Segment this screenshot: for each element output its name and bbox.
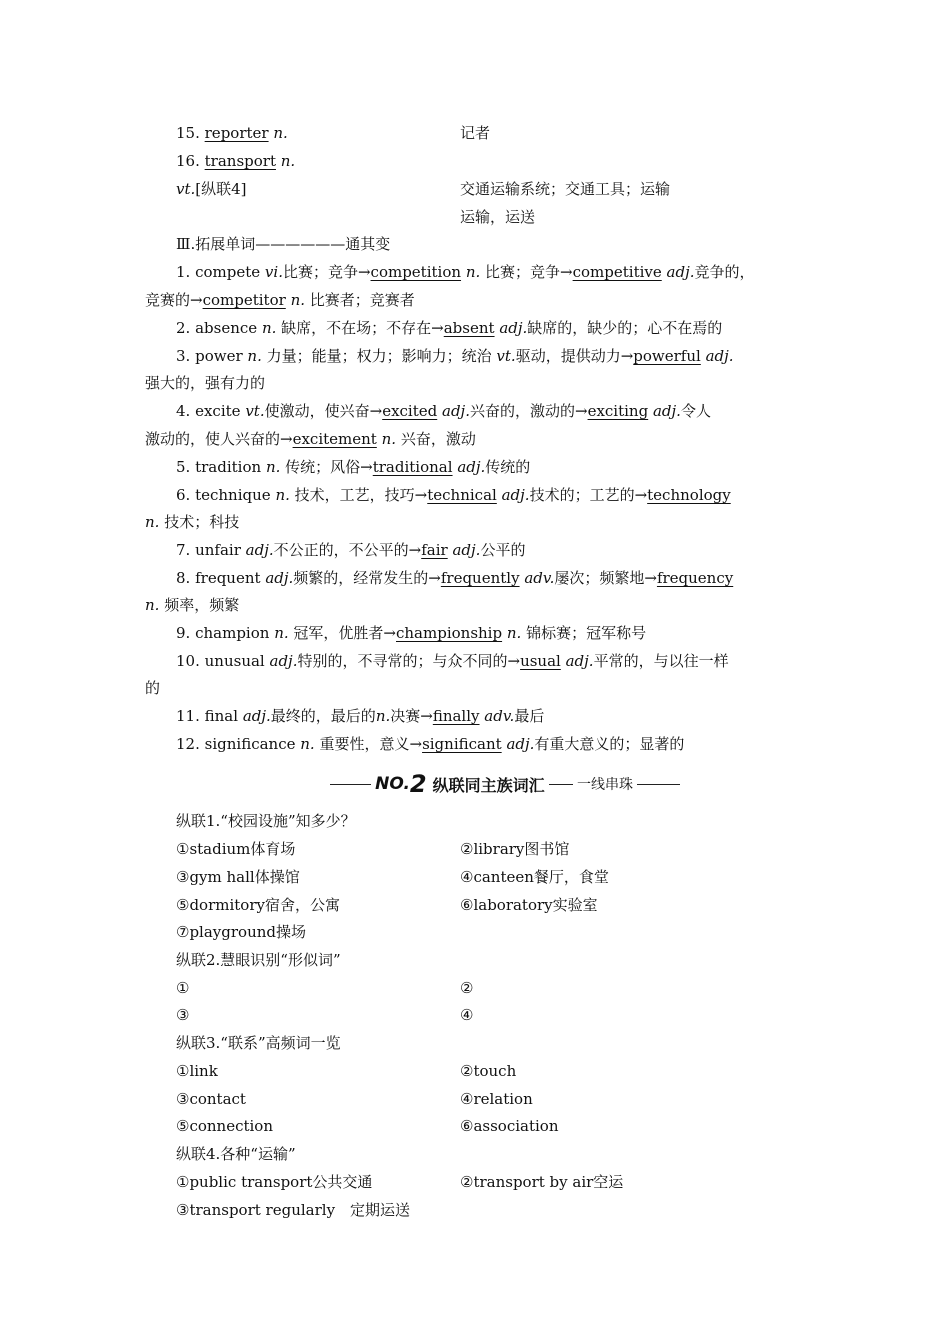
headword: technique (195, 486, 271, 504)
part-of-speech: n. (247, 347, 262, 365)
part-of-speech: n. (300, 735, 315, 753)
banner-title: 纵联同主族词汇 (432, 775, 545, 795)
answer-word: usual (520, 652, 561, 670)
item-number: 15. (176, 124, 200, 142)
ext-item-4 (176, 401, 856, 421)
part-of-speech: vi. (264, 263, 283, 281)
part-of-speech: n. (145, 596, 160, 614)
part-of-speech: adj. (269, 652, 298, 670)
ext-item-1 (176, 262, 856, 282)
part-of-speech: adj. (245, 541, 274, 559)
ext-item-10-cont: 的 (145, 679, 161, 697)
answer-word: competitive (572, 263, 662, 281)
text-fragment: 公平的 (480, 541, 526, 559)
answer-word: powerful (633, 347, 701, 365)
answer-word: competition (370, 263, 462, 281)
ext-item-7 (176, 540, 856, 560)
list-item: ⑥association (460, 1117, 559, 1135)
text-fragment: 使激动，使兴奋→ (264, 402, 383, 420)
headword: unusual (204, 652, 265, 670)
text-fragment: 频率，频繁 (164, 596, 240, 614)
part-of-speech: n. (465, 263, 481, 281)
list-item: ⑥laboratory实验室 (460, 896, 598, 914)
text-fragment: 缺席的，缺少的；心不在焉的 (527, 319, 723, 337)
part-of-speech: n. (273, 124, 288, 142)
text-fragment: 比赛；竞争→ (282, 263, 371, 281)
answer-word: technical (427, 486, 497, 504)
vocab-item-16 (176, 151, 856, 171)
ext-item-1-cont (145, 290, 825, 310)
text-fragment: 2. (176, 319, 191, 337)
headword: tradition (195, 458, 262, 476)
item-number: 16. (176, 152, 200, 170)
list-item: ④canteen餐厅，食堂 (460, 868, 609, 886)
part-of-speech: n. (145, 513, 160, 531)
answer-word: traditional (372, 458, 453, 476)
part-of-speech: n. (280, 152, 296, 170)
zonglian-2-title: 纵联2.慧眼识别“形似词” (176, 951, 341, 969)
text-fragment: 力量；能量；权力；影响力；统治 (266, 347, 492, 365)
list-item: ②touch (460, 1062, 517, 1080)
ext-item-2 (176, 318, 856, 338)
list-item: ④ (460, 1006, 474, 1024)
text-fragment: 竞争的， (694, 263, 755, 281)
text-fragment: 兴奋的，激动的→ (469, 402, 588, 420)
ext-item-9 (176, 623, 856, 643)
text-fragment: 10. (176, 652, 200, 670)
text-fragment: 有重大意义的；显著的 (534, 735, 685, 753)
answer-word: frequently (440, 569, 520, 587)
text-fragment: 5. (176, 458, 191, 476)
answer-word: championship (396, 624, 503, 642)
headword: power (195, 347, 243, 365)
list-item: ③ (176, 1006, 190, 1024)
text-fragment: 重要性，意义→ (319, 735, 423, 753)
headword: final (204, 707, 239, 725)
text-fragment: 技术，工艺，技巧→ (294, 486, 428, 504)
part-of-speech: adj. (242, 707, 271, 725)
text-fragment: 传统；风俗→ (285, 458, 373, 476)
text-fragment: 1. (176, 263, 191, 281)
list-item: ①stadium体育场 (176, 840, 296, 858)
text-fragment: 3. (176, 347, 191, 365)
ext-item-10 (176, 651, 856, 671)
text-fragment: 不公正的，不公平的→ (273, 541, 422, 559)
list-item: ③transport regularly 定期运送 (176, 1201, 411, 1219)
answer-word: finally (432, 707, 480, 725)
vocab-item-15 (176, 123, 856, 143)
headword: champion (195, 624, 270, 642)
part-of-speech: adv. (524, 569, 555, 587)
zonglian-1-title: 纵联1.“校园设施”知多少？ (176, 812, 356, 830)
ext-item-12 (176, 734, 856, 754)
text-fragment: 屡次；频繁地→ (554, 569, 657, 587)
answer-word: excitement (292, 430, 377, 448)
part-of-speech: adj. (666, 263, 695, 281)
part-of-speech: adj. (457, 458, 486, 476)
answer-word: technology (647, 486, 731, 504)
banner-no: NO. (375, 774, 410, 794)
answer-word: transport (204, 152, 276, 170)
text-fragment: 竞赛的→ (145, 291, 203, 309)
text-fragment: 驱动，提供动力→ (515, 347, 634, 365)
part-of-speech: adj. (442, 402, 470, 420)
section-title: Ⅲ.拓展单词——————通其变 (176, 235, 391, 253)
part-of-speech: adj. (452, 541, 481, 559)
banner-rule-mid (549, 784, 573, 785)
text-fragment: 激动的，使人兴奋的→ (145, 430, 293, 448)
text-fragment: 技术的；工艺的→ (529, 486, 648, 504)
text-fragment: 9. (176, 624, 191, 642)
part-of-speech: vt. (245, 402, 265, 420)
list-item: ② (460, 979, 474, 997)
part-of-speech: vt. (496, 347, 516, 365)
ext-item-8-cont (145, 595, 825, 615)
list-item: ③contact (176, 1090, 246, 1108)
list-item: ⑤connection (176, 1117, 273, 1135)
list-item: ⑦playground操场 (176, 923, 306, 941)
answer-word: reporter (204, 124, 269, 142)
part-of-speech: n. (265, 458, 281, 476)
text-fragment: 4. (176, 402, 191, 420)
part-of-speech: n. (381, 430, 397, 448)
text-fragment: 比赛；竞争→ (485, 263, 573, 281)
list-item: ③gym hall体操馆 (176, 868, 300, 886)
meaning: 交通运输系统；交通工具；运输 (460, 180, 671, 198)
meaning: 记者 (460, 124, 491, 142)
text-fragment: 12. (176, 735, 200, 753)
part-of-speech: n. (274, 624, 289, 642)
ext-item-3-cont: 强大的，强有力的 (145, 374, 266, 392)
text-fragment: 锦标赛；冠军称号 (526, 624, 647, 642)
headword: absence (195, 319, 258, 337)
text-fragment: 传统的 (485, 458, 531, 476)
part-of-speech: adv. (484, 707, 515, 725)
zonglian-3-title: 纵联3.“联系”高频词一览 (176, 1034, 341, 1052)
part-of-speech: vt. (176, 180, 196, 198)
part-of-speech: n. (290, 291, 305, 309)
text-fragment: 7. (176, 541, 191, 559)
text-fragment: 兴奋，激动 (400, 430, 476, 448)
text-fragment: 8. (176, 569, 191, 587)
list-item: ①public transport公共交通 (176, 1173, 373, 1191)
zonglian-4-title: 纵联4.各种“运输” (176, 1145, 296, 1163)
part-of-speech: n. (275, 486, 290, 504)
answer-word: absent (443, 319, 495, 337)
banner-subtitle: 一线串珠 (576, 777, 633, 793)
answer-word: exciting (587, 402, 649, 420)
ext-item-6-cont (145, 512, 825, 532)
answer-word: frequency (656, 569, 734, 587)
ext-item-5 (176, 457, 856, 477)
banner-rule-left (330, 784, 371, 785)
headword: excite (195, 402, 241, 420)
text-fragment: 频繁的，经常发生的→ (293, 569, 441, 587)
text-fragment: 最后 (514, 707, 545, 725)
text-fragment: 缺席，不在场；不存在→ (281, 319, 444, 337)
answer-word: excited (382, 402, 438, 420)
text-fragment: 特别的，不寻常的；与众不同的→ (297, 652, 521, 670)
banner-rule-right (637, 784, 680, 785)
part-of-speech: n. (375, 707, 391, 725)
part-of-speech: n. (261, 319, 277, 337)
text-fragment: 冠军，优胜者→ (293, 624, 396, 642)
ext-item-4-cont (145, 429, 825, 449)
banner-number: 2 (409, 770, 427, 798)
ext-item-8 (176, 568, 856, 588)
headword: unfair (195, 541, 241, 559)
headword: significance (204, 735, 296, 753)
answer-word: competitor (202, 291, 286, 309)
ext-item-3 (176, 346, 856, 366)
text-fragment: 决赛→ (390, 707, 433, 725)
answer-word: fair (421, 541, 448, 559)
text-fragment: 最终的，最后的 (270, 707, 376, 725)
list-item: ④relation (460, 1090, 533, 1108)
headword: compete (195, 263, 261, 281)
part-of-speech: adj. (499, 319, 528, 337)
part-of-speech: adj. (565, 652, 594, 670)
answer-word: significant (422, 735, 502, 753)
headword: frequent (195, 569, 261, 587)
part-of-speech: adj. (265, 569, 294, 587)
ext-item-6 (176, 485, 856, 505)
text-fragment: 平常的，与以往一样 (593, 652, 729, 670)
meaning: 运输，运送 (460, 208, 536, 226)
list-item: ⑤dormitory宿舍，公寓 (176, 896, 340, 914)
cross-ref-tag: [纵联4] (195, 180, 247, 198)
list-item: ②transport by air空运 (460, 1173, 624, 1191)
ext-item-11 (176, 706, 856, 726)
text-fragment: 技术；科技 (164, 513, 240, 531)
part-of-speech: n. (506, 624, 522, 642)
section-banner (330, 770, 680, 798)
part-of-speech: adj. (506, 735, 535, 753)
part-of-speech: adj. (705, 347, 734, 365)
part-of-speech: adj. (501, 486, 530, 504)
text-fragment: 6. (176, 486, 191, 504)
list-item: ① (176, 979, 190, 997)
part-of-speech: adj. (652, 402, 681, 420)
text-fragment: 11. (176, 707, 200, 725)
list-item: ①link (176, 1062, 218, 1080)
text-fragment: 令人 (680, 402, 711, 420)
text-fragment: 比赛者；竞赛者 (309, 291, 415, 309)
list-item: ②library图书馆 (460, 840, 570, 858)
